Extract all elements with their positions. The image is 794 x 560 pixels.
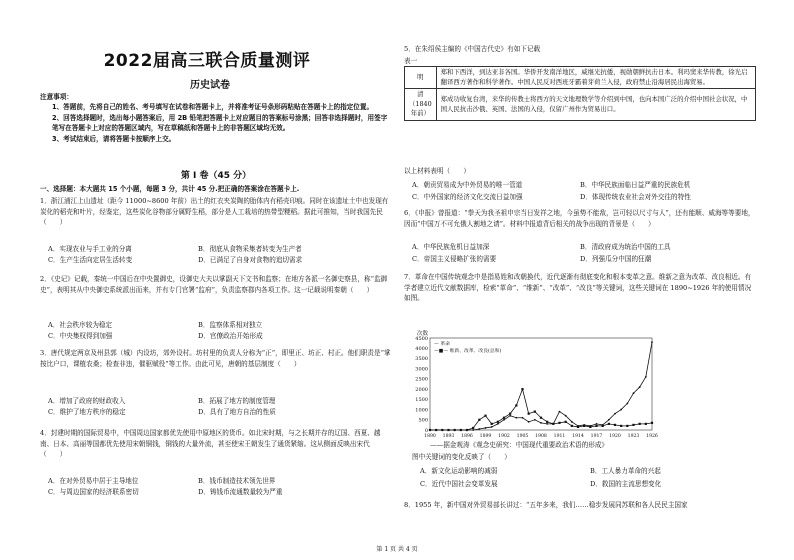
q5-option-a: A．朝贡贸易成为中外贸易的唯一管道: [412, 181, 523, 189]
data-point: [565, 415, 567, 417]
data-point: [478, 428, 480, 430]
question-7-infer: 图中关键词的变化反映了（ ）: [412, 453, 511, 461]
data-point: [583, 425, 585, 427]
notice-block: [40, 92, 392, 144]
data-point: [515, 417, 517, 419]
q1-option-a: A．实现农业与手工业的分离: [48, 245, 132, 253]
q7-option-b: B．工人暴力革命的兴起: [590, 467, 661, 475]
data-point: [528, 421, 530, 423]
y-tick-label: 4000: [415, 346, 428, 353]
y-tick-label: 500: [418, 417, 428, 424]
q6-option-b: B．清政府成为统治中国的工具: [580, 243, 671, 251]
question-1-options: [48, 244, 388, 266]
data-point: [515, 404, 517, 406]
q2-option-b: B．监察体系相对独立: [198, 321, 263, 329]
data-point: [645, 423, 647, 425]
q1-option-c: C．生产生活向定居生活转变: [48, 256, 133, 264]
q7-option-a: A．新文化运动影响的减弱: [420, 467, 498, 475]
data-point: [540, 417, 542, 419]
page-footer: 第 1 页 共 4 页: [376, 546, 418, 553]
data-point: [509, 413, 511, 415]
question-5-infer: 以上材料表明（ ）: [404, 167, 470, 175]
data-point: [626, 403, 628, 405]
data-point: [589, 426, 591, 428]
y-tick-label: 4500: [415, 335, 428, 342]
data-point: [528, 413, 530, 415]
q3-option-a: A．增加了政府的财政收入: [48, 397, 126, 405]
data-point: [546, 423, 548, 425]
data-point: [602, 425, 604, 427]
exam-title: 2022届高三联合质量测评: [103, 51, 311, 71]
x-tick-label: 1893: [442, 434, 455, 439]
x-tick-label: 1920: [609, 434, 621, 439]
table-1-label: 表一: [404, 57, 418, 65]
data-point: [534, 419, 536, 421]
data-point: [565, 421, 567, 423]
q4-option-d: D．铸钱币流通数量较为严重: [198, 488, 283, 496]
q7-option-c: C．近代中国社会变革发展: [420, 480, 498, 488]
table-text-cell: 郑成功收复台湾，来华的传教士将西方的天文地理数学等介绍到中国，也向本国广泛的介绍中国社会状况，中国人民抗击沙俄、英国、法国的入侵，仅留广州作为贸易出口。: [436, 89, 755, 121]
x-tick-label: 1908: [535, 434, 547, 439]
data-point: [552, 423, 554, 425]
x-tick-label: 1896: [461, 434, 473, 439]
question-5-stem: 5．在朱绍侯主编的《中国古代史》有如下记载: [404, 45, 541, 53]
x-tick-label: 1902: [498, 434, 510, 439]
q2-option-d: D．官僚政治开始形成: [198, 332, 263, 340]
chart-source: ——据金观涛《观念史研究：中国现代重要政治术语的形成》: [430, 441, 609, 449]
x-tick-label: 1917: [590, 434, 603, 439]
table-era-cell: 明: [405, 67, 437, 89]
question-1-stem: 1．浙江浦江上山遗址（距今 11000~8600 年前）出土的红衣夹炭陶的胎体内有稻壳印痕。同时在该遗址土中也发现有炭化的稻壳和叶片，经鉴定，这些炭化谷物部分属野生稻，部分是人工栽培的热带型粳稻。据此可推知，当时我国先民（ ）: [40, 197, 389, 227]
q4-option-c: C．与周边国家的经济联系密切: [48, 488, 139, 496]
data-point: [466, 429, 468, 431]
question-7-options: [420, 466, 756, 490]
data-point: [608, 419, 610, 421]
q3-option-b: B．拓展了地方的制度管理: [198, 397, 276, 405]
data-point: [595, 425, 597, 427]
notice-item-1: 1、答题前，先将自己的姓名、考号填写在试卷和答题卡上，并将准考证号条形码粘贴在答题卡上的指定位置。: [52, 103, 374, 112]
x-tick-label: 1926: [646, 434, 658, 439]
data-point: [540, 422, 542, 424]
data-point: [633, 392, 635, 394]
x-tick-label: 1914: [572, 434, 584, 439]
data-point: [429, 429, 431, 431]
x-tick-label: 1890: [424, 434, 436, 439]
question-5-table: [404, 66, 756, 121]
q2-option-c: C．中央集权得到加强: [48, 332, 113, 340]
data-point: [454, 429, 456, 431]
q6-option-a: A．中华民族危机日益加深: [412, 243, 490, 251]
x-tick-label: 1911: [553, 434, 566, 439]
data-point: [558, 422, 560, 424]
y-tick-label: 3000: [415, 366, 428, 373]
x-tick-label: 1899: [479, 434, 492, 439]
data-point: [460, 429, 462, 431]
data-point: [534, 411, 536, 413]
notice-heading: 注意事项：: [40, 93, 73, 101]
q4-option-a: A．在对外贸易中居于主导地位: [48, 477, 139, 485]
data-point: [571, 425, 573, 427]
q7-option-d: D．救国的主流思想变化: [590, 480, 662, 488]
exam-subtitle: 历史试卷: [190, 80, 230, 91]
table-text-cell: 郑和下西洋，到达亚非各国。华侨开发南洋地区，威继光抗倭，视勋朝鲜抗击日本。利玛窦来华传教，徐光启翻译西方著作和科学著作。中国人民反对西班牙霸着芽荷兰入侵，政府禁止沿海居民出海贸易。: [436, 67, 755, 89]
data-point: [639, 386, 641, 388]
q5-option-d: D．体现传统农业社会对外交往的特性: [580, 193, 691, 201]
keyword-frequency-chart: [400, 326, 662, 444]
section-instruction: 一、选择题：本大题共 15 个小题，每题 3 分，共计 45 分.把正确的答案涂在答题卡上.: [40, 185, 300, 193]
notice-item-3: 3、考试结束后，请将答题卡按顺序上交。: [52, 134, 176, 143]
x-tick-label: 1923: [627, 434, 640, 439]
q1-option-b: B．彻底从食物采集者转变为生产者: [198, 245, 302, 253]
data-point: [596, 423, 598, 425]
question-6-stem: 6．《申报》曾报道：“拳天为我圣祖申宗当日发祥之地，今虽势不能敌，岂可轻以尺寸与人”，还有能顺、威海等等要地，因而“中国万不可允俄人割地之请”。材料中报道背后相关的战争出现的背景是（ ）: [404, 209, 755, 228]
q3-option-d: D．具有了地方自治的性质: [198, 408, 276, 416]
legend-entry: —■— 维新、改革、改良(总和): [434, 349, 502, 354]
data-point: [608, 423, 610, 425]
data-point: [651, 422, 653, 424]
q5-option-b: B．中华民族面临日益严重的民族危机: [580, 181, 691, 189]
data-point: [447, 429, 449, 431]
data-point: [503, 417, 505, 419]
data-point: [651, 341, 653, 343]
question-2-stem: 2．《史记》记载，秦统一中国后在中央置御史，设御史大夫以掌副天下文书和监察；在地方各派一名御史察县，称“监御史”，表明其从中央御史系统派出而来，并有专门官署“监府”，负责监察郡内各项工作。这一记载说明秦朝（ ）: [40, 275, 388, 294]
q6-option-d: D．列强瓜分中国的狂潮: [580, 255, 652, 263]
y-axis-label: 次数: [416, 331, 428, 337]
question-4-stem: 4．封建时期的国际贸易中，中国周边国家都优先使用中原地区的货币。如北宋时期，与之长期并存的辽国、西夏、越南、日本、高丽等国都优先使用宋朝铜钱，铜钱的大量外流，甚至使宋王朝发生了通货紧缩。这从侧面反映出宋代（ ）: [40, 429, 381, 459]
data-point: [485, 427, 487, 429]
data-point: [522, 417, 524, 419]
question-4-options: [48, 476, 388, 498]
y-tick-label: 2500: [415, 376, 428, 383]
data-point: [484, 415, 486, 417]
series-line-1: [430, 389, 652, 430]
data-point: [491, 426, 493, 428]
question-7-stem: 7．革命在中国传统观念中是指易姓和改朝换代，近代逐渐有彻底变化和根本变革之意。维新之意为改革、改良相近。有学者建立近代文献数据库，检索“革命”、“维新”、“改革”、“改良”等关键词，这些关键词在 1890~1926 年的使用情况如图。: [404, 273, 752, 303]
legend-entry: — 革命: [434, 342, 450, 347]
data-point: [521, 388, 523, 390]
q1-option-d: D．已满足了自身对食物的追切需求: [198, 256, 303, 264]
data-point: [497, 421, 499, 423]
data-point: [639, 423, 641, 425]
data-point: [614, 424, 616, 426]
q4-option-b: B．钱币制造技术领先世界: [198, 477, 276, 485]
notice-item-2: 2、回答选择题时，选出每小题答案后，用 2B 铅笔把答题卡上对应题目的答案标号涂黑；回答非选择题时，用签字笔写在答题卡上对应的答题区域内，写在草稿纸和答题卡上的非答题区域均无效。: [52, 113, 388, 133]
data-point: [645, 376, 647, 378]
data-point: [614, 413, 616, 415]
q3-option-c: C．维护了地方秩序的稳定: [48, 408, 126, 416]
data-point: [503, 419, 505, 421]
data-point: [472, 427, 474, 429]
q2-option-a: A．社会秩序较为稳定: [48, 321, 113, 329]
y-tick-label: 3500: [415, 356, 428, 363]
question-3-options: [48, 396, 388, 418]
y-tick-label: 2000: [415, 386, 428, 393]
data-point: [620, 409, 622, 411]
y-tick-label: 0: [424, 427, 428, 434]
q6-option-c: C．帝国主义侵略扩张的需要: [412, 255, 497, 263]
data-point: [472, 429, 474, 431]
section-heading: 第 Ⅰ 卷（45 分）: [180, 171, 252, 181]
data-point: [441, 429, 443, 431]
y-tick-label: 1500: [415, 397, 428, 404]
question-3-stem: 3．唐代规定两京及州县郭（城）内设坊，郊外设村。坊村里的负责人分称为“正”，即里正、坊正、村正。他们职责是“掌按比户口，课植农桑；检查非违，催驱赋役”等工作。由此可见，唐朝的基层制度（ ）: [40, 349, 391, 368]
data-point: [571, 421, 573, 423]
data-point: [546, 421, 548, 423]
data-point: [632, 424, 634, 426]
question-6-options: [412, 242, 756, 264]
q5-option-c: C．中外国家的经济文化交流日益加强: [412, 193, 523, 201]
data-point: [491, 423, 493, 425]
y-tick-label: 1000: [415, 407, 428, 414]
data-point: [478, 419, 480, 421]
data-point: [497, 423, 499, 425]
x-tick-label: 1905: [516, 434, 529, 439]
data-point: [559, 411, 561, 413]
data-point: [620, 425, 622, 427]
data-point: [577, 426, 579, 428]
table-era-cell: 清（1840年前）: [405, 89, 437, 121]
data-point: [626, 425, 628, 427]
question-5-options: [412, 180, 756, 202]
question-2-options: [48, 320, 388, 342]
data-point: [509, 415, 511, 417]
question-8-stem: 8．1955 年，新中国对外贸易部长讲过：“五年多来，我们……稳步发展同苏联和各人民民主国家: [404, 501, 688, 509]
table-row: [405, 67, 756, 89]
data-point: [435, 429, 437, 431]
table-row: [405, 89, 756, 121]
